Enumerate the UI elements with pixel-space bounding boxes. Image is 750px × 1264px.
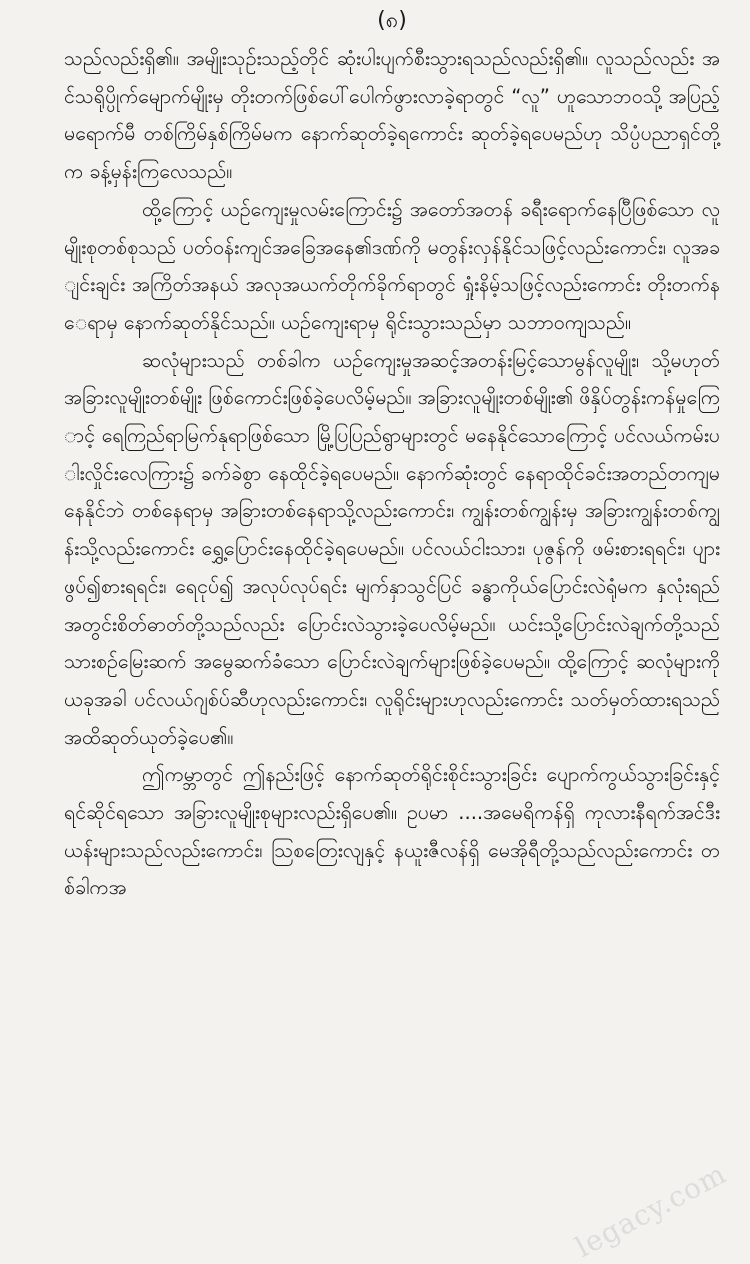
paragraph-4: ဤကမ္ဘာတွင် ဤနည်းဖြင့် နောက်ဆုတ်ရိုင်းစိုင်းသွားခြင်း ပျောက်ကွယ်သွားခြင်းနှင့် ရင်ဆိုင်ရသော အခြားလူမျိုးစုများလည်းရှိပေ၏။ ဥပမာ ....အမေရိကန်ရှိ ကုလားနီရက်အင်ဒီးယန်းများသည်လည်းကောင်း၊ သြစတြေးလျနှင့် နယူးဇီလန်ရှိ မေအိုရီတို့သည်လည်းကောင်း တစ်ခါကအ xyxy=(64,763,720,900)
watermark: legacy.com xyxy=(570,1156,732,1264)
paragraph-1: သည်လည်းရှိ၏။ အမျိုးသုဉ်းသည့်တိုင် ဆုံးပါးပျက်စီးသွားရသည်လည်းရှိ၏။ လူသည်လည်း အင်သရိုပ္ပိုက်မျောက်မျိုးမှ တိုးတက်ဖြစ်ပေါ်ပေါက်ဖွားလာခဲ့ရာတွင် “လူ” ဟူသောဘဝသို့ အပြည့်မရောက်မီ တစ်ကြိမ်နှစ်ကြိမ်မက နောက်ဆုတ်ခဲ့ရကောင်း ဆုတ်ခဲ့ရပေမည်ဟု သိပ္ပံပညာရှင်တို့က ခန့်မှန်းကြလေသည်။ xyxy=(64,47,720,184)
page-number: (၈) xyxy=(377,8,407,33)
paragraph-3: ဆလုံများသည် တစ်ခါက ယဉ်ကျေးမှုအဆင့်အတန်းမြင့်သောမွန်လူမျိုး၊ သို့မဟုတ် အခြားလူမျိုးတစ်မျိုး ဖြစ်ကောင်းဖြစ်ခဲ့ပေလိမ့်မည်။ အခြားလူမျိုးတစ်မျိုး၏ ဖိနှိပ်တွန်းကန်မှုကြောင့် ရေကြည်ရာမြက်နုရာဖြစ်သော မြို့ပြပြည်ရွာများတွင် မနေနိုင်သောကြောင့် ပင်လယ်ကမ်းပါးလှိုင်းလေကြား၌ ခက်ခဲစွာ နေထိုင်ခဲ့ရပေမည်။ နောက်ဆုံးတွင် နေရာထိုင်ခင်းအတည်တကျမနေနိုင်ဘဲ တစ်နေရာမှ အခြားတစ်နေရာသို့လည်းကောင်း၊ ကျွန်းတစ်ကျွန်းမှ အခြားကျွန်းတစ်ကျွန်းသို့လည်းကောင်း ရွှေ့ပြောင်းနေထိုင်ခဲ့ရပေမည်။ ပင်လယ်ငါးသား၊ ပုဇွန်ကို ဖမ်းစားရရင်း၊ ပျားဖွပ်၍စားရရင်း၊ ရေငုပ်၍ အလုပ်လုပ်ရင်း မျက်နှာသွင်ပြင် ခန္ဓာကိုယ်ပြောင်းလဲရုံမက နှလုံးရည် အတွင်းစိတ်ဓာတ်တို့သည်လည်း ပြောင်းလဲသွားခဲ့ပေလိမ့်မည်။ ယင်းသို့ပြောင်းလဲချက်တို့သည် သားစဉ်မြေးဆက် အမွေဆက်ခံသော ပြောင်းလဲချက်များဖြစ်ခဲ့ပေမည်။ ထို့ကြောင့် ဆလုံများကို ယခုအခါ ပင်လယ်ဂျစ်ပ်ဆီဟုလည်းကောင်း၊ လူရိုင်းများဟုလည်းကောင်း သတ်မှတ်ထားရသည်အထိဆုတ်ယုတ်ခဲ့ပေ၏။ xyxy=(64,348,720,749)
body-text xyxy=(64,40,720,907)
paragraph-2: ထို့ကြောင့် ယဉ်ကျေးမှုလမ်းကြောင်း၌ အတော်အတန် ခရီးရောက်နေပြီဖြစ်သော လူမျိုးစုတစ်စုသည် ပတ်ဝန်းကျင်အခြေအနေ၏ဒဏ်ကို မတွန်းလှန်နိုင်သဖြင့်လည်းကောင်း၊ လူအချင်းချင်း အကြိတ်အနယ် အလုအယက်တိုက်ခိုက်ရာတွင် ရှုံးနိမ့်သဖြင့်လည်းကောင်း တိုးတက်နေရာမှ နောက်ဆုတ်နိုင်သည်။ ယဉ်ကျေးရာမှ ရိုင်းသွားသည်မှာ သဘာဝကျသည်။ xyxy=(64,197,720,334)
